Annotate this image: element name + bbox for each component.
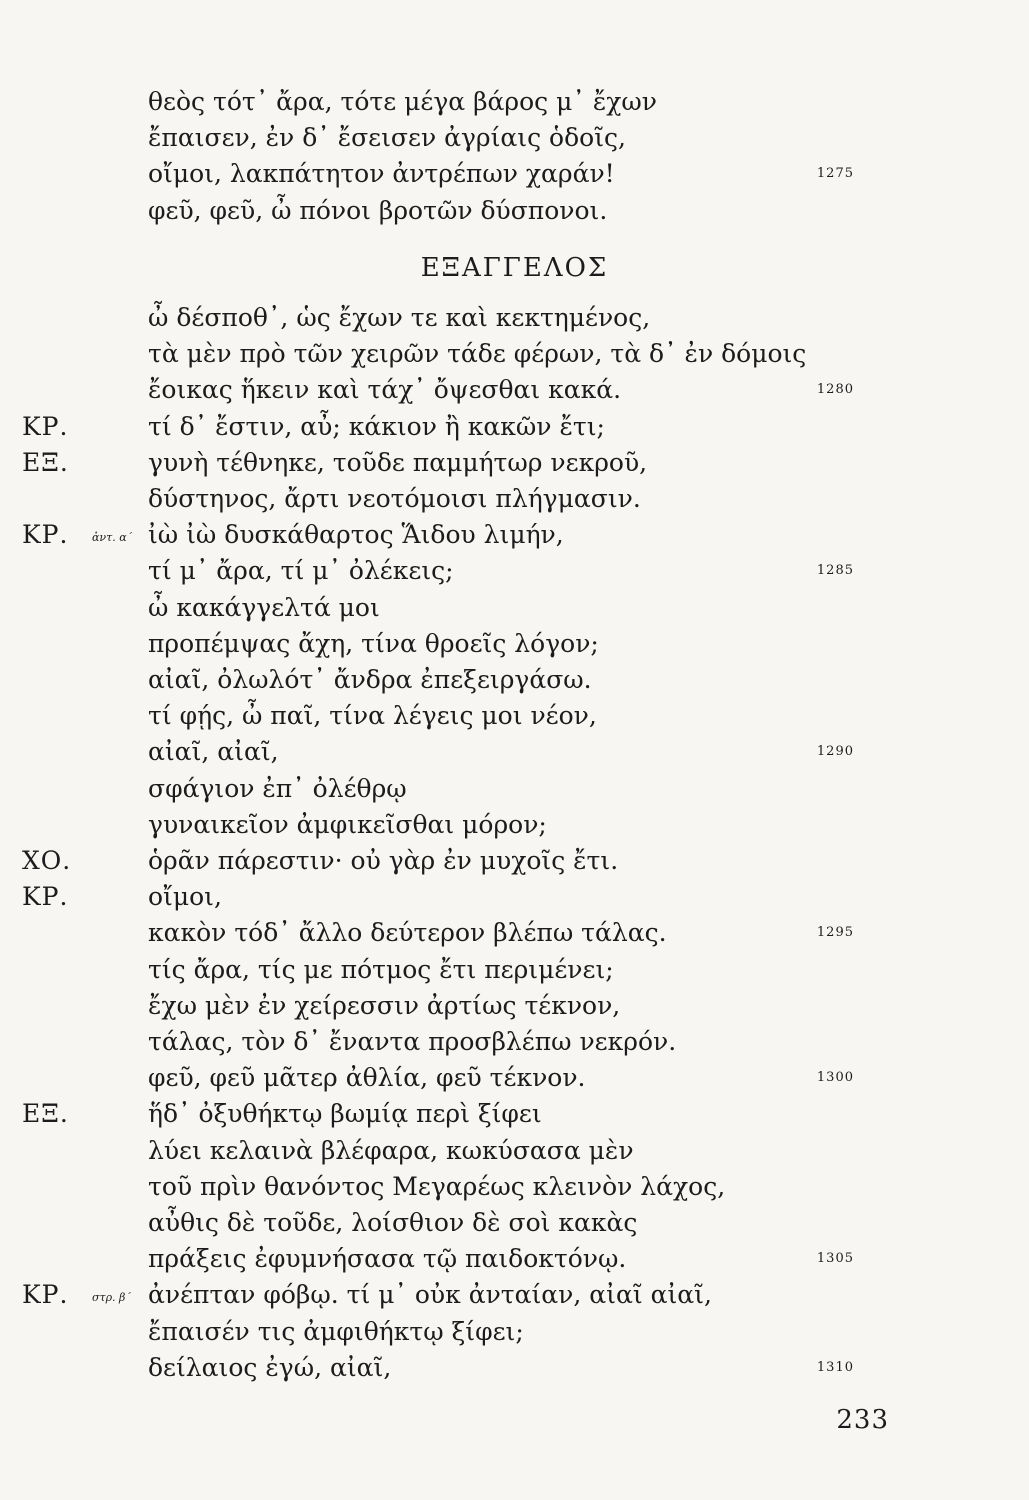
verse-text: ὦ δέσποθ᾽, ὡς ἔχων τε καὶ κεκτημένος, (148, 303, 651, 332)
verse-line (0, 843, 1029, 879)
verse-line (0, 1096, 1029, 1132)
verse-line (0, 84, 1029, 120)
verse-text: φεῦ, φεῦ, ὦ πόνοι βροτῶν δύσπονοι. (148, 195, 608, 225)
verse-line (0, 372, 1029, 408)
verse-text: ἀνέπταν φόβῳ. τί μ᾽ οὐκ ἀνταίαν, αἰαῖ αἰαῖ, (148, 1280, 712, 1310)
verse-text: ὦ κακάγγελτά μοι (148, 592, 380, 622)
verse-line (0, 336, 1029, 372)
verse-text: γυναικεῖον ἀμφικεῖσθαι μόρον; (148, 809, 547, 839)
verse-line (0, 445, 1029, 481)
verse-text: σφάγιον ἐπ᾽ ὀλέθρῳ (148, 773, 407, 803)
verse-text: προπέμψας ἄχη, τίνα θροεῖς λόγον; (148, 628, 599, 658)
verse-text: ἔχω μὲν ἐν χείρεσσιν ἀρτίως τέκνον, (148, 990, 621, 1020)
speaker-label: ΧΟ. (22, 846, 72, 875)
verse-text: οἴμοι, λακπάτητον ἀντρέπων χαράν! (148, 159, 615, 189)
line-number: 1285 (816, 563, 854, 579)
line-number: 1300 (816, 1070, 854, 1086)
verse-line (0, 1277, 1029, 1313)
line-number: 1290 (816, 744, 854, 760)
verse-text: θεὸς τότ᾽ ἄρα, τότε μέγα βάρος μ᾽ ἔχων (148, 87, 657, 116)
verse-line (0, 193, 1029, 229)
metrical-marker: ἀντ. α´ (92, 531, 133, 545)
verse-line (0, 734, 1029, 770)
speaker-label: ΚΡ. (22, 882, 69, 912)
verse-text: τί δ᾽ ἔστιν, αὖ; κάκιον ἢ κακῶν ἔτι; (148, 411, 605, 441)
verse-line (0, 807, 1029, 843)
verse-text: αὖθις δὲ τοῦδε, λοίσθιον δὲ σοὶ κακὰς (148, 1208, 638, 1237)
speaker-label: ΕΞ. (22, 447, 69, 477)
verse-line (0, 409, 1029, 445)
verse-line (0, 1241, 1029, 1277)
verse-text: ἔπαισεν, ἐν δ᾽ ἔσεισεν ἀγρίαις ὁδοῖς, (148, 123, 626, 153)
verse-line (0, 300, 1029, 336)
verse-text: δύστηνος, ἄρτι νεοτόμοισι πλήγμασιν. (148, 484, 641, 513)
verse-text: ἔοικας ἥκειν καὶ τάχ᾽ ὄψεσθαι κακά. (148, 375, 622, 405)
verse-text: τὰ μὲν πρὸ τῶν χειρῶν τάδε φέρων, τὰ δ᾽ ἐν δόμοις (148, 339, 807, 369)
line-number: 1310 (816, 1359, 854, 1375)
page-number: 233 (836, 1405, 889, 1435)
verse-text: πράξεις ἐφυμνήσασα τῷ παιδοκτόνῳ. (148, 1244, 627, 1274)
verse-text: γυνὴ τέθνηκε, τοῦδε παμμήτωρ νεκροῦ, (148, 447, 648, 477)
verse-text: ἔπαισέν τις ἀμφιθήκτῳ ξίφει; (148, 1316, 524, 1346)
verse-line (0, 1350, 1029, 1386)
verse-text: φεῦ, φεῦ μᾶτερ ἀθλία, φεῦ τέκνον. (148, 1063, 586, 1093)
speaker-label: ΕΞ. (22, 1099, 69, 1129)
verse-line (0, 988, 1029, 1024)
verse-line (0, 1024, 1029, 1060)
verse-text: κακὸν τόδ᾽ ἄλλο δεύτερον βλέπω τάλας. (148, 918, 667, 948)
verse-line (0, 1133, 1029, 1169)
speaker-heading: ΕΞΑΓΓΕΛΟΣ (420, 253, 609, 283)
verse-line (0, 553, 1029, 589)
verse-line (0, 1314, 1029, 1350)
speaker-label: ΚΡ. (22, 520, 69, 550)
verse-line (0, 952, 1029, 988)
verse-line (0, 1169, 1029, 1205)
metrical-marker: στρ. β´ (92, 1291, 131, 1305)
speaker-label: ΚΡ. (22, 1280, 69, 1310)
verse-text: λύει κελαινὰ βλέφαρα, κωκύσασα μὲν (148, 1135, 634, 1165)
speaker-label: ΚΡ. (22, 411, 69, 441)
verse-text: τί φῄς, ὦ παῖ, τίνα λέγεις μοι νέον, (148, 701, 597, 731)
verse-text: τί μ᾽ ἄρα, τί μ᾽ ὀλέκεις; (148, 556, 454, 586)
verse-text: τοῦ πρὶν θανόντος Μεγαρέως κλεινὸν λάχος, (148, 1171, 726, 1201)
verse-line (0, 481, 1029, 517)
verse-text: ἥδ᾽ ὀξυθήκτῳ βωμίᾳ περὶ ξίφει (148, 1099, 542, 1129)
verse-line (0, 590, 1029, 626)
verse-text: τίς ἄρα, τίς με πότμος ἔτι περιμένει; (148, 954, 614, 984)
verse-line (0, 698, 1029, 734)
line-number: 1305 (816, 1251, 854, 1267)
verse-text: δείλαιος ἐγώ, αἰαῖ, (148, 1352, 392, 1382)
verse-text: αἰαῖ, ὀλωλότ᾽ ἄνδρα ἐπεξειργάσω. (148, 665, 592, 694)
verse-line (0, 120, 1029, 156)
verse-line (0, 879, 1029, 915)
verse-line (0, 915, 1029, 951)
verse-text: αἰαῖ, αἰαῖ, (148, 737, 279, 767)
verse-line (0, 626, 1029, 662)
line-number: 1280 (816, 382, 854, 398)
verse-line (0, 1205, 1029, 1241)
verse-line (0, 156, 1029, 192)
verse-line (0, 1060, 1029, 1096)
line-number: 1295 (816, 925, 854, 941)
verse-text: ἰὼ ἰὼ δυσκάθαρτος Ἅιδου λιμήν, (148, 520, 564, 550)
verse-line (0, 662, 1029, 698)
verse-text: τάλας, τὸν δ᾽ ἔναντα προσβλέπω νεκρόν. (148, 1027, 677, 1056)
line-number: 1275 (816, 166, 854, 182)
verse-line (0, 517, 1029, 553)
verse-line (0, 771, 1029, 807)
verse-text: ὁρᾶν πάρεστιν· οὐ γὰρ ἐν μυχοῖς ἔτι. (148, 846, 619, 875)
verse-text: οἴμοι, (148, 882, 222, 912)
